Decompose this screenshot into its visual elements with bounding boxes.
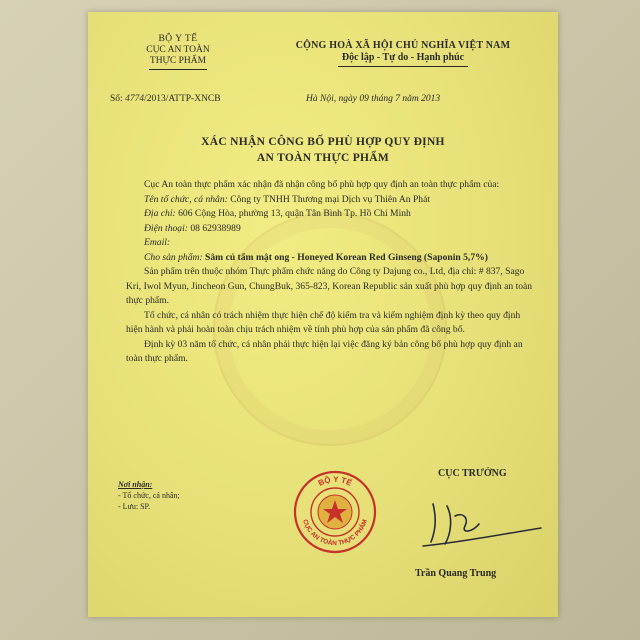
date-year: năm 2013	[402, 94, 441, 104]
org-value: Công ty TNHH Thương mại Dịch vụ Thiên An Phát	[230, 193, 430, 205]
product-line	[126, 251, 536, 266]
document-body	[126, 178, 536, 367]
email-line	[126, 236, 536, 251]
ref-prefix: Số:	[110, 94, 123, 104]
org-line	[126, 193, 536, 208]
document-title-line1: XÁC NHẬN CÔNG BỐ PHÙ HỢP QUY ĐỊNH	[201, 136, 445, 148]
responsibility-paragraph: Tổ chức, cá nhân có trách nhiệm thực hiện chế độ kiểm tra và kiểm nghiệm định kỳ theo quy định hiện hành và phải hoàn toàn chịu trách nhiệm về tính phù hợp của sản phẩm đã công bố.	[126, 309, 521, 335]
recipient-item: - Tổ chức, cá nhân;	[118, 491, 180, 500]
recipients-block	[118, 479, 180, 512]
ministry-name: BỘ Y TẾ	[158, 34, 198, 44]
ref-handwritten-number: 4774	[125, 94, 145, 104]
date-place: Hà Nội, ngày	[306, 94, 357, 104]
product-label: Cho sản phẩm:	[144, 251, 203, 263]
recipients-heading: Nơi nhận:	[118, 480, 153, 489]
address-label: Địa chỉ:	[144, 208, 176, 219]
address-value: 606 Cộng Hòa, phường 13, quận Tân Bình Tp. Hồ Chí Minh	[178, 208, 411, 219]
header-underline	[149, 69, 207, 70]
phone-value: 08 62938989	[190, 222, 241, 234]
motto: Độc lập - Tự do - Hạnh phúc	[341, 52, 465, 63]
svg-text:BỘ Y TẾ	[317, 475, 354, 488]
national-header	[258, 40, 548, 67]
official-seal	[293, 470, 377, 554]
handwritten-signature	[393, 494, 543, 554]
seal-bottom-text: CỤC AN TOÀN THỰC PHẨM	[301, 518, 369, 548]
date-month: 7	[395, 94, 400, 104]
org-label: Tên tổ chức, cá nhân:	[144, 193, 228, 205]
agency-name-line2: THỰC PHẨM	[149, 56, 207, 66]
ref-suffix: /2013/ATTP-XNCB	[144, 94, 221, 104]
signatory-title: CỤC TRƯỞNG	[438, 468, 507, 479]
intro-paragraph: Cục An toàn thực phẩm xác nhận đã nhận công bố phù hợp quy định an toàn thực phẩm của:	[144, 179, 500, 190]
email-label: Email:	[144, 237, 171, 248]
manufacturer-paragraph: Sản phẩm trên thuộc nhóm Thực phẩm chức năng do Công ty Dajung co., Ltd, địa chỉ: # 837, Sago Kri, Iwol Myun, Jincheon Gun, ChungBuk, 365-823, Korean Republic sản xuất phù hợp quy định an toàn thực phẩm.	[126, 266, 533, 306]
recipient-item: - Lưu: SP.	[118, 502, 151, 511]
phone-label: Điện thoại:	[144, 222, 188, 234]
phone-line	[126, 222, 536, 237]
renewal-paragraph: Định kỳ 03 năm tổ chức, cá nhân phải thực hiện lại việc đăng ký bản công bố phù hợp quy định an toàn thực phẩm.	[126, 338, 523, 364]
date-day: 09	[359, 94, 369, 104]
date-month-word: tháng	[371, 94, 393, 104]
document-title-line2: AN TOÀN THỰC PHẨM	[256, 152, 390, 164]
signatory-name: Trần Quang Trung	[415, 568, 497, 579]
reference-number	[110, 94, 221, 104]
document-page	[88, 12, 558, 617]
issuer-header	[118, 34, 238, 70]
country-name: CỘNG HOÀ XÃ HỘI CHỦ NGHĨA VIỆT NAM	[295, 40, 511, 51]
product-value: Sâm củ tẩm mật ong - Honeyed Korean Red Ginseng (Saponin 5,7%)	[205, 251, 488, 263]
issue-date	[306, 94, 440, 104]
seal-top-text: BỘ Y TẾ	[316, 474, 354, 488]
motto-underline	[338, 66, 468, 67]
agency-name-line1: CỤC AN TOÀN	[146, 45, 210, 55]
address-line	[126, 207, 536, 222]
